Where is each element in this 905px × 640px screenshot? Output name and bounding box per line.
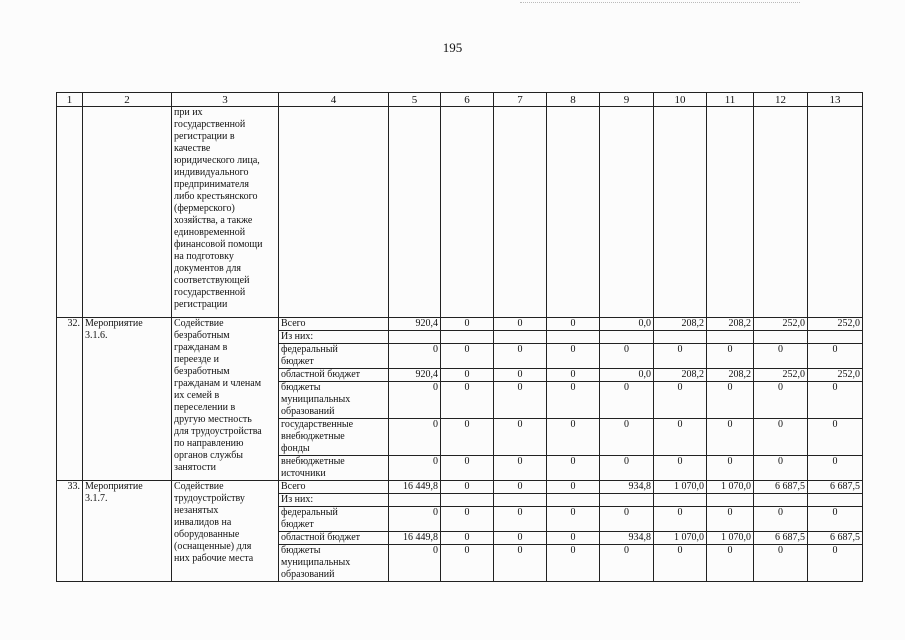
value-cell: 0 [441,507,494,532]
value-cell: 0 [547,456,600,481]
column-number-11: 11 [707,93,754,107]
value-cell: 0 [707,419,754,456]
value-cell: 0 [547,532,600,545]
column-number-3: 3 [172,93,279,107]
event-description: Содействие безработным гражданам в переезде и безработным гражданам и членам их семей в переселении в другую местность для трудоустройства по направлению органов службы занятости [172,318,279,481]
value-cell: 0 [654,419,707,456]
value-cell [808,494,863,507]
value-cell: 0 [389,545,441,582]
column-number-10: 10 [654,93,707,107]
value-cell: 0 [547,481,600,494]
value-cell: 0 [494,344,547,369]
funding-source: Из них: [279,331,389,344]
value-cell: 0 [441,382,494,419]
value-cell [707,331,754,344]
cell-empty [83,107,172,318]
value-cell: 0 [754,545,808,582]
value-cell: 0 [600,344,654,369]
value-cell: 0 [441,369,494,382]
value-cell: 0 [494,382,547,419]
value-cell: 0 [441,481,494,494]
value-cell: 0 [600,382,654,419]
value-cell: 1 070,0 [654,532,707,545]
value-cell: 252,0 [808,369,863,382]
value-cell: 0 [654,382,707,419]
value-cell: 0 [547,382,600,419]
value-cell: 920,4 [389,369,441,382]
value-cell: 0 [707,507,754,532]
value-cell: 0 [754,507,808,532]
cell-empty [707,107,754,318]
value-cell [600,331,654,344]
value-cell [547,331,600,344]
column-number-12: 12 [754,93,808,107]
continuation-description: при их государственной регистрации в качестве юридического лица, индивидуального предпринимателя либо крестьянского (фермерского) хозяйства, а также единовременной финансовой помощи на подготовку документов для соответствующей государственной регистрации [172,107,279,318]
value-cell: 0 [600,545,654,582]
value-cell: 0 [654,507,707,532]
column-number-2: 2 [83,93,172,107]
cell-empty [494,107,547,318]
value-cell: 252,0 [754,318,808,331]
value-cell: 0 [654,545,707,582]
value-cell [494,494,547,507]
value-cell [494,331,547,344]
column-number-4: 4 [279,93,389,107]
funding-source: Всего [279,318,389,331]
value-cell [389,494,441,507]
column-number-1: 1 [57,93,83,107]
value-cell [441,331,494,344]
value-cell: 0 [654,344,707,369]
funding-source: Всего [279,481,389,494]
value-cell: 252,0 [808,318,863,331]
column-number-13: 13 [808,93,863,107]
value-cell: 0 [754,344,808,369]
value-cell: 208,2 [654,369,707,382]
value-cell: 1 070,0 [707,481,754,494]
column-number-6: 6 [441,93,494,107]
value-cell: 934,8 [600,481,654,494]
value-cell: 0 [808,382,863,419]
value-cell: 0 [707,344,754,369]
value-cell: 1 070,0 [707,532,754,545]
value-cell: 0 [547,507,600,532]
cell-empty [389,107,441,318]
value-cell: 6 687,5 [754,481,808,494]
value-cell: 0 [494,456,547,481]
cell-empty [279,107,389,318]
value-cell: 0 [547,545,600,582]
continuation-row [57,107,863,318]
value-cell: 0 [494,318,547,331]
column-number-9: 9 [600,93,654,107]
value-cell: 208,2 [707,369,754,382]
funding-source: областной бюджет [279,532,389,545]
value-cell: 0 [707,456,754,481]
value-cell: 0 [754,382,808,419]
value-cell [754,494,808,507]
value-cell: 0 [494,545,547,582]
column-number-8: 8 [547,93,600,107]
cell-empty [808,107,863,318]
value-cell: 0 [600,507,654,532]
value-cell: 0 [600,456,654,481]
value-cell: 0 [389,507,441,532]
value-cell: 0 [441,456,494,481]
value-cell: 0 [808,419,863,456]
value-cell: 0 [441,545,494,582]
value-cell: 0 [547,318,600,331]
cell-empty [654,107,707,318]
value-cell [707,494,754,507]
value-cell: 0 [547,419,600,456]
value-cell: 0,0 [600,369,654,382]
funding-source: федеральный бюджет [279,507,389,532]
value-cell [654,331,707,344]
column-number-5: 5 [389,93,441,107]
value-cell [808,331,863,344]
value-cell: 0 [389,419,441,456]
value-cell: 208,2 [707,318,754,331]
value-cell: 6 687,5 [808,481,863,494]
value-cell: 0 [600,419,654,456]
value-cell [441,494,494,507]
cell-empty [57,107,83,318]
value-cell: 0 [389,456,441,481]
value-cell: 0,0 [600,318,654,331]
value-cell: 0 [808,545,863,582]
scan-artifact [520,2,800,7]
row-number: 33. [57,481,83,582]
value-cell: 0 [547,344,600,369]
value-cell: 0 [441,532,494,545]
value-cell: 16 449,8 [389,532,441,545]
value-cell: 0 [494,369,547,382]
value-cell: 934,8 [600,532,654,545]
value-cell: 208,2 [654,318,707,331]
value-cell: 0 [754,419,808,456]
funding-source: государственные внебюджетные фонды [279,419,389,456]
value-cell [654,494,707,507]
value-cell: 6 687,5 [808,532,863,545]
value-cell: 0 [441,419,494,456]
value-cell [547,494,600,507]
value-cell: 0 [808,507,863,532]
value-cell: 0 [441,318,494,331]
budget-table [56,92,863,582]
value-cell: 0 [494,419,547,456]
value-cell: 0 [494,507,547,532]
cell-empty [441,107,494,318]
value-cell: 0 [808,344,863,369]
funding-source: областной бюджет [279,369,389,382]
value-cell: 0 [389,344,441,369]
value-cell: 0 [494,532,547,545]
value-cell [389,331,441,344]
value-cell: 252,0 [754,369,808,382]
value-cell: 0 [754,456,808,481]
value-cell: 0 [389,382,441,419]
column-number-7: 7 [494,93,547,107]
event-code: Мероприятие 3.1.7. [83,481,172,582]
value-cell: 0 [547,369,600,382]
funding-source: Из них: [279,494,389,507]
funding-source: бюджеты муниципальных образований [279,382,389,419]
value-cell: 0 [707,545,754,582]
column-number-header [57,93,863,107]
cell-empty [754,107,808,318]
value-cell: 1 070,0 [654,481,707,494]
row-number: 32. [57,318,83,481]
value-cell: 920,4 [389,318,441,331]
funding-source: бюджеты муниципальных образований [279,545,389,582]
table-row [57,318,863,331]
value-cell: 0 [808,456,863,481]
value-cell [600,494,654,507]
page-number: 195 [442,40,463,55]
funding-source: внебюджетные источники [279,456,389,481]
cell-empty [600,107,654,318]
value-cell [754,331,808,344]
value-cell: 0 [441,344,494,369]
funding-source: федеральный бюджет [279,344,389,369]
cell-empty [547,107,600,318]
value-cell: 0 [494,481,547,494]
event-code: Мероприятие 3.1.6. [83,318,172,481]
event-description: Содействие трудоустройству незанятых инвалидов на оборудованные (оснащенные) для них рабочие места [172,481,279,582]
value-cell: 0 [707,382,754,419]
value-cell: 16 449,8 [389,481,441,494]
value-cell: 6 687,5 [754,532,808,545]
value-cell: 0 [654,456,707,481]
table-row [57,481,863,494]
